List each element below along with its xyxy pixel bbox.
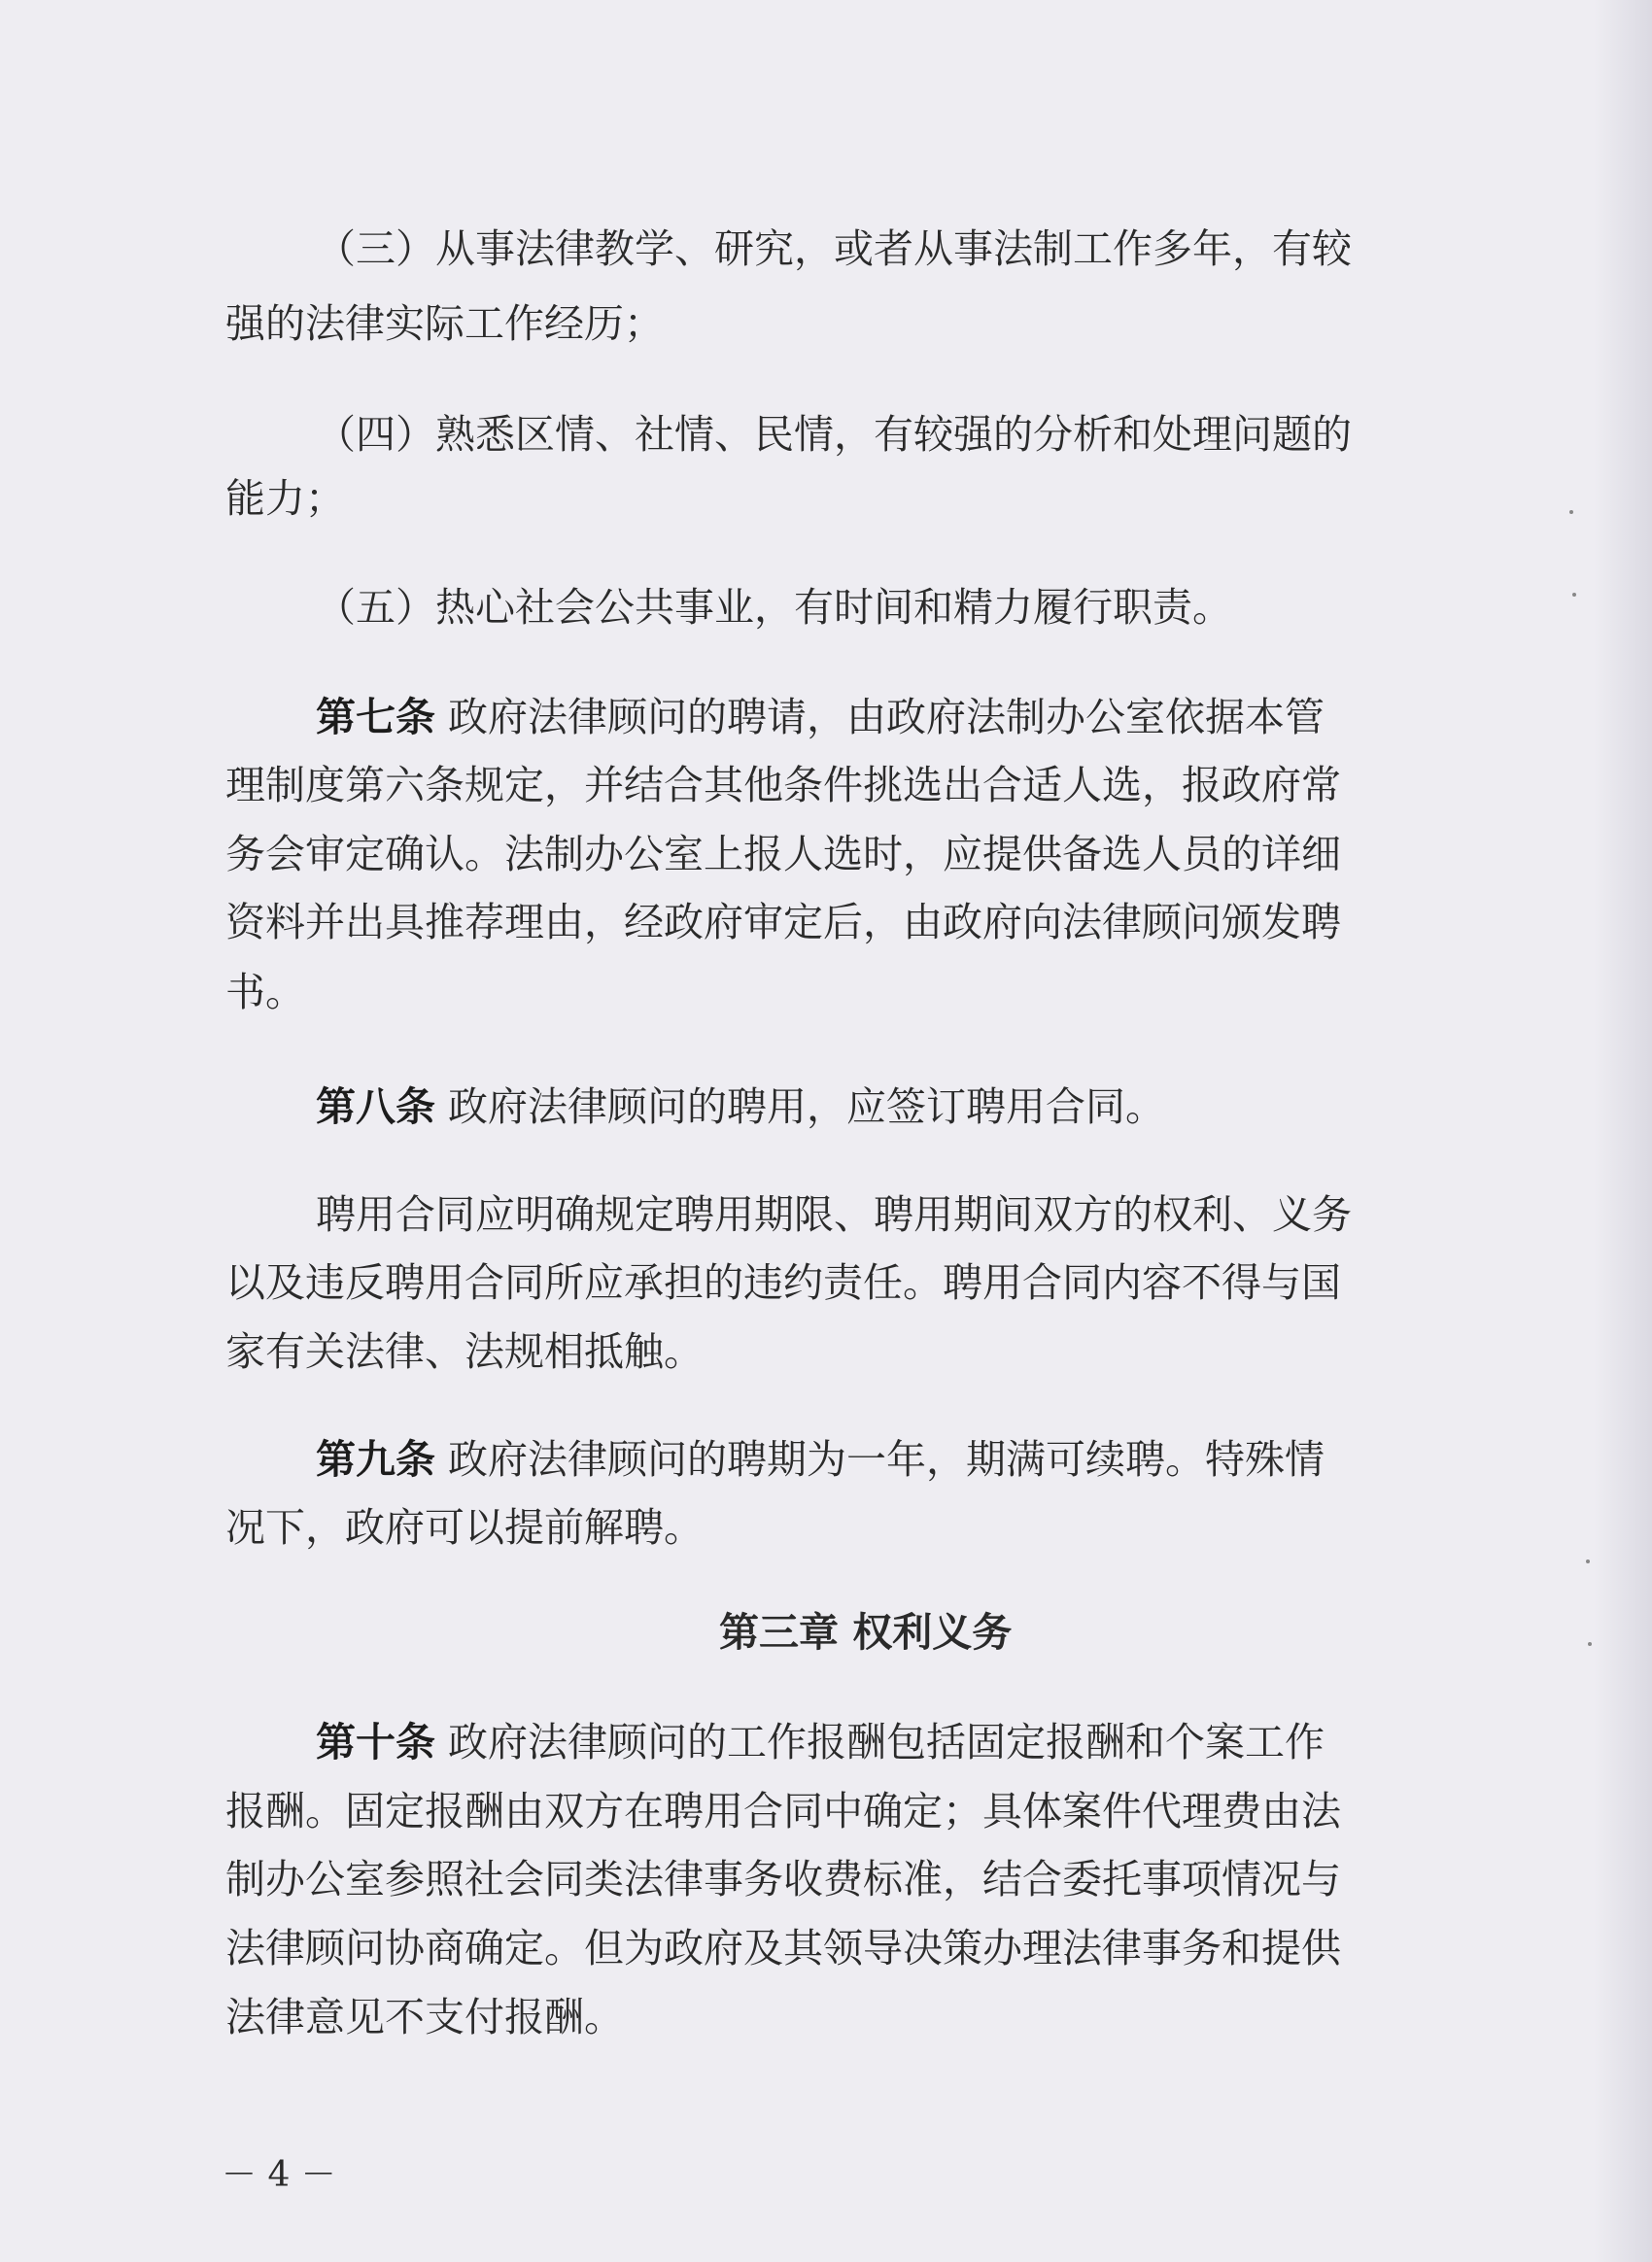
paragraph-line: （五）热心社会公共事业，有时间和精力履行职责。 — [316, 584, 1232, 631]
paragraph-line: 制办公室参照社会同类法律事务收费标准，结合委托事项情况与 — [225, 1856, 1341, 1902]
scan-speck — [1586, 1559, 1590, 1563]
paragraph-line: 理制度第六条规定，并结合其他条件挑选出合适人选，报政府常 — [225, 762, 1341, 808]
page-edge-shadow — [1594, 0, 1652, 2262]
paragraph-line: （三）从事法律教学、研究，或者从事法制工作多年，有较 — [316, 225, 1352, 272]
paragraph-line: 法律意见不支付报酬。 — [225, 1994, 624, 2040]
paragraph-line: 能力； — [225, 475, 345, 522]
article-10-first-line — [316, 1715, 1325, 1769]
paragraph-line: 务会审定确认。法制办公室上报人选时，应提供备选人员的详细 — [225, 831, 1341, 877]
article-number: 第十条 — [316, 1719, 435, 1765]
paragraph-text: 政府法律顾问的聘用，应签订聘用合同。 — [448, 1083, 1166, 1130]
paragraph-line: 书。 — [225, 969, 305, 1015]
article-7-first-line — [316, 690, 1325, 744]
page-number: － 4 － — [222, 2155, 336, 2195]
article-number: 第九条 — [316, 1436, 435, 1483]
chapter-heading: 第三章 权利义务 — [719, 1609, 1013, 1656]
paragraph-line: 况下，政府可以提前解聘。 — [225, 1504, 704, 1551]
scan-speck — [1572, 593, 1576, 597]
paragraph-line: 强的法律实际工作经历； — [225, 300, 664, 347]
article-number: 第七条 — [316, 694, 435, 740]
scan-speck — [1569, 510, 1573, 514]
paragraph-line: （四）熟悉区情、社情、民情，有较强的分析和处理问题的 — [316, 411, 1352, 458]
article-number: 第八条 — [316, 1083, 435, 1130]
article-8-first-line — [316, 1080, 1165, 1134]
paragraph-line: 以及违反聘用合同所应承担的违约责任。聘用合同内容不得与国 — [225, 1259, 1341, 1306]
paragraph-line: 聘用合同应明确规定聘用期限、聘用期间双方的权利、义务 — [316, 1191, 1352, 1238]
paragraph-text: 政府法律顾问的聘期为一年，期满可续聘。特殊情 — [448, 1436, 1325, 1483]
paragraph-text: 政府法律顾问的工作报酬包括固定报酬和个案工作 — [448, 1719, 1325, 1765]
article-9-first-line — [316, 1432, 1325, 1487]
paragraph-text: 政府法律顾问的聘请，由政府法制办公室依据本管 — [448, 694, 1325, 740]
paragraph-line: 报酬。固定报酬由双方在聘用合同中确定；具体案件代理费由法 — [225, 1788, 1341, 1834]
paragraph-line: 法律顾问协商确定。但为政府及其领导决策办理法律事务和提供 — [225, 1925, 1341, 1971]
scan-speck — [1588, 1642, 1592, 1646]
paragraph-line: 家有关法律、法规相抵触。 — [225, 1328, 704, 1375]
paragraph-line: 资料并出具推荐理由，经政府审定后，由政府向法律顾问颁发聘 — [225, 899, 1341, 945]
